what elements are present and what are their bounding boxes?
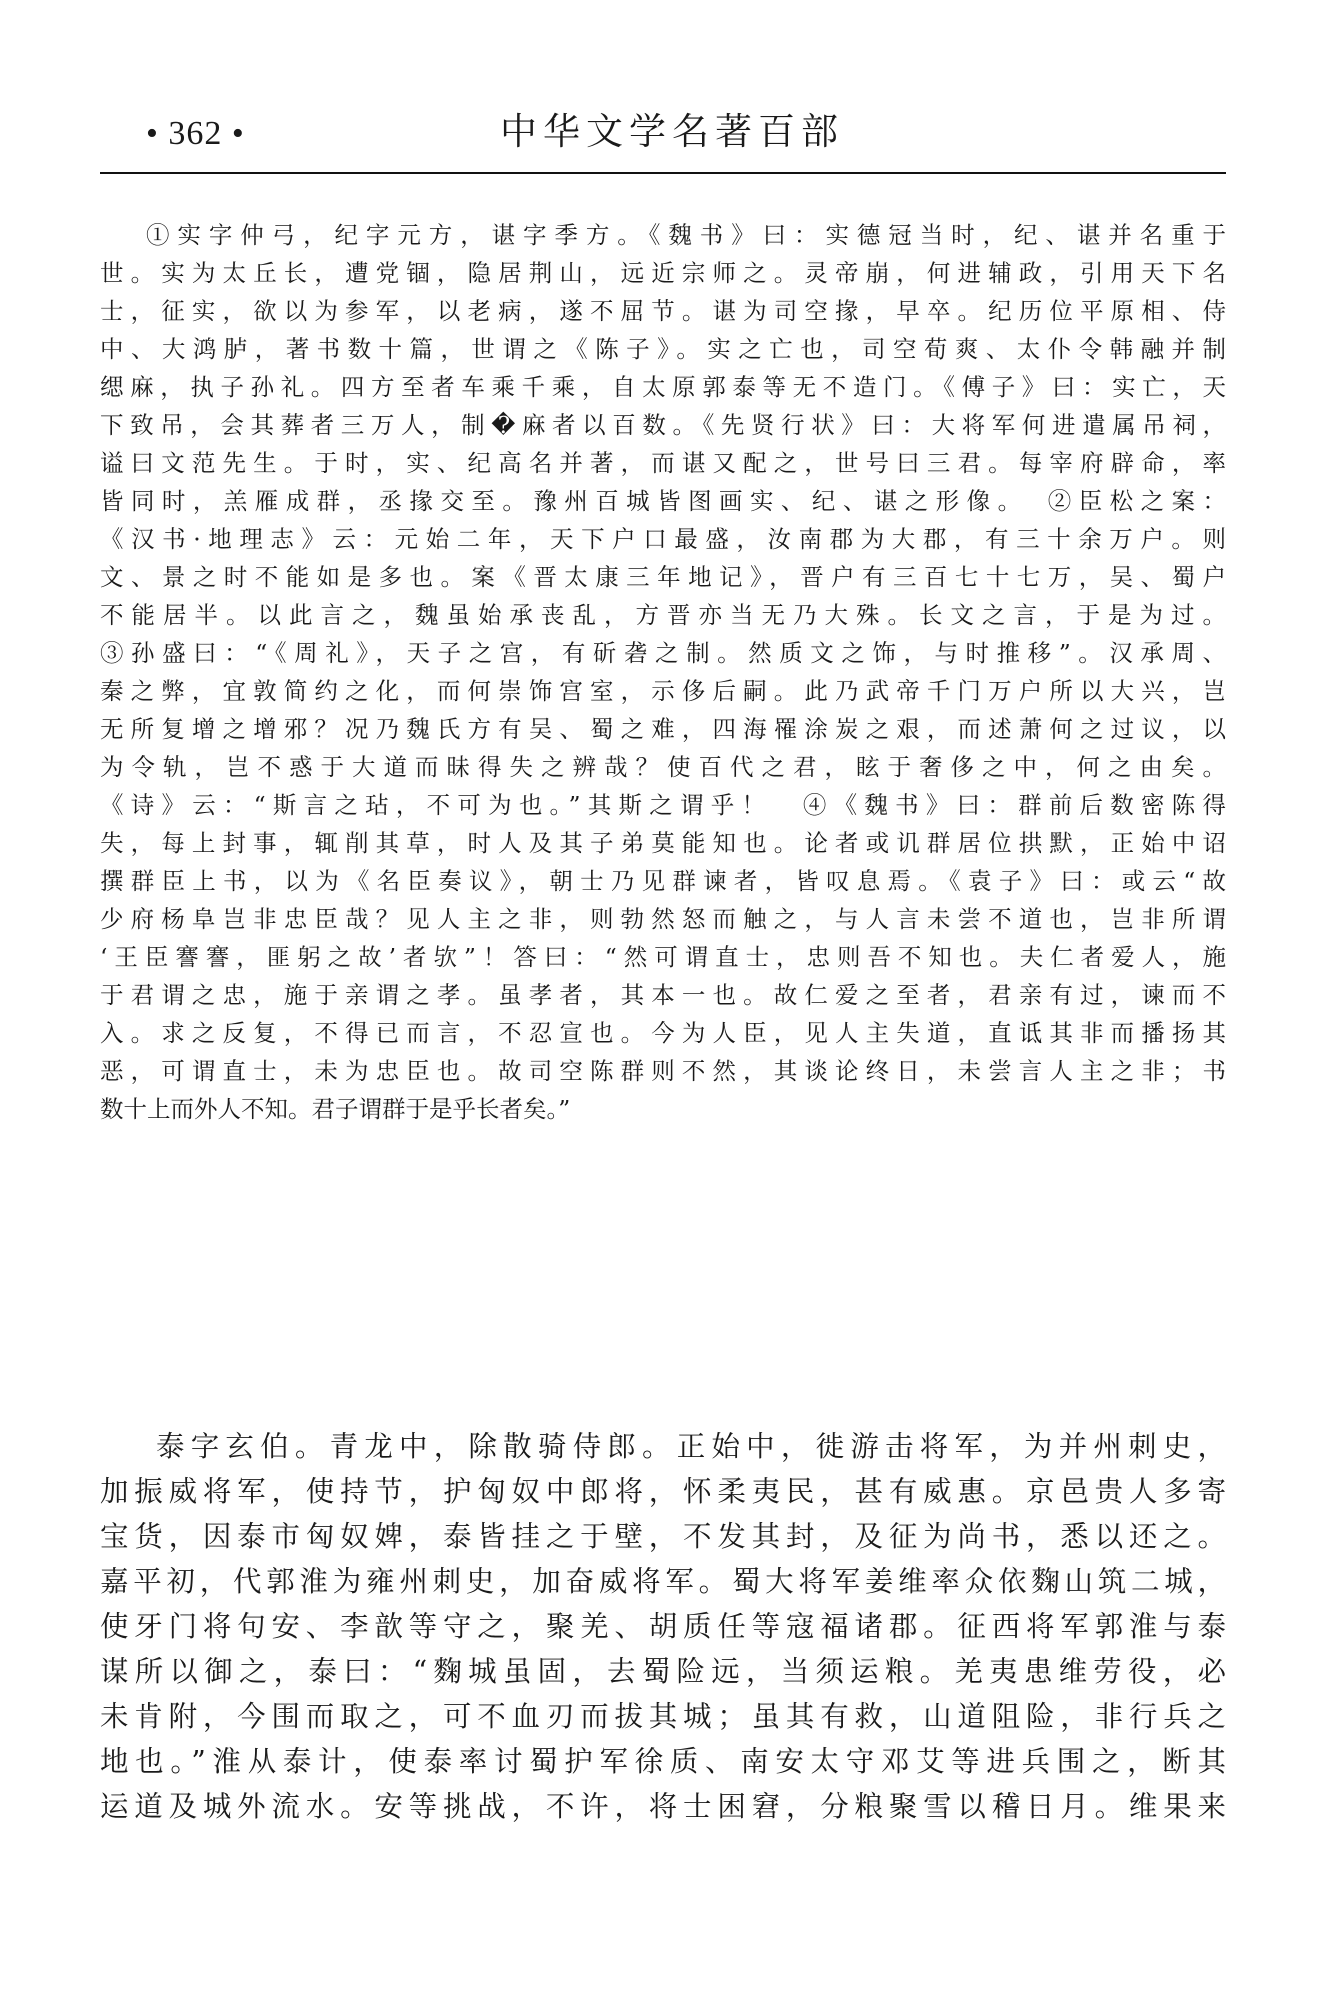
note-line: 士，征实，欲以为参军，以老病，遂不屈节。谌为司空掾，早卒。纪历位平原相、侍 (100, 297, 1226, 325)
note-line: 不能居半。以此言之，魏虽始承丧乱，方晋亦当无乃大殊。长文之言，于是为过。 (100, 601, 1226, 629)
note-line: 皆同时，羔雁成群，丞掾交至。豫州百城皆图画实、纪、谌之形像。 ②臣松之案： (100, 487, 1226, 515)
page-number: • 362 • (146, 115, 245, 152)
body-line: 宝货，因泰市匈奴婢，泰皆挂之于壁，不发其封，及征为尚书，悉以还之。 (100, 1520, 1226, 1553)
note-line: 《汉书·地理志》云：元始二年，天下户口最盛，汝南郡为大郡，有三十余万户。则 (100, 525, 1226, 553)
body-line: 泰字玄伯。青龙中，除散骑侍郎。正始中，徙游击将军，为并州刺史， (156, 1430, 1226, 1463)
note-line: 无所复增之增邪？况乃魏氏方有吴、蜀之难，四海罹涂炭之艰，而述萧何之过议，以 (100, 715, 1226, 743)
body-line: 地也。”淮从泰计，使泰率讨蜀护军徐质、南安太守邓艾等进兵围之，断其 (100, 1745, 1226, 1778)
note-line: 下致吊，会其葬者三万人，制�麻者以百数。《先贤行状》曰：大将军何进遣属吊祠， (100, 411, 1226, 439)
note-line: 于君谓之忠，施于亲谓之孝。虽孝者，其本一也。故仁爱之至者，君亲有过，谏而不 (100, 981, 1226, 1009)
page-header (100, 104, 1226, 168)
note-line: 谥曰文范先生。于时，实、纪高名并著，而谌又配之，世号曰三君。每宰府辟命，率 (100, 449, 1226, 477)
note-line: 世。实为太丘长，遭党锢，隐居荆山，远近宗师之。灵帝崩，何进辅政，引用天下名 (100, 259, 1226, 287)
note-line: 数十上而外人不知。君子谓群于是乎长者矣。” (100, 1095, 571, 1123)
body-line: 运道及城外流水。安等挑战，不许，将士困窘，分粮聚雪以稽日月。维果来 (100, 1790, 1226, 1823)
body-line: 嘉平初，代郭淮为雍州刺史，加奋威将军。蜀大将军姜维率众依麴山筑二城， (100, 1565, 1226, 1598)
note-line: 失，每上封事，辄削其草，时人及其子弟莫能知也。论者或讥群居位拱默，正始中诏 (100, 829, 1226, 857)
header-divider (100, 172, 1226, 174)
note-line: 恶，可谓直士，未为忠臣也。故司空陈群则不然，其谈论终日，未尝言人主之非；书 (100, 1057, 1226, 1085)
body-line: 谋所以御之，泰曰：“麴城虽固，去蜀险远，当须运粮。羌夷患维劳役，必 (100, 1655, 1226, 1688)
book-title: 中华文学名著百部 (500, 110, 844, 153)
note-line: 撰群臣上书，以为《名臣奏议》，朝士乃见群谏者，皆叹息焉。《袁子》曰：或云“故 (100, 867, 1226, 895)
main-text (100, 1424, 1226, 1829)
note-line: 《诗》云：“斯言之玷，不可为也。”其斯之谓乎！ ④《魏书》曰：群前后数密陈得 (100, 791, 1226, 819)
note-line: ‘王臣謇謇，匪躬之故’者欤”！答曰：“然可谓直士，忠则吾不知也。夫仁者爱人，施 (100, 943, 1226, 971)
body-line: 加振威将军，使持节，护匈奴中郎将，怀柔夷民，甚有威惠。京邑贵人多寄 (100, 1475, 1226, 1508)
note-line: ③孙盛曰：“《周礼》，天子之宫，有斫砻之制。然质文之饰，与时推移”。汉承周、 (100, 639, 1226, 667)
note-line: ①实字仲弓，纪字元方，谌字季方。《魏书》曰：实德冠当时，纪、谌并名重于 (146, 221, 1226, 249)
note-line: 少府杨阜岂非忠臣哉？见人主之非，则勃然怒而触之，与人言未尝不道也，岂非所谓 (100, 905, 1226, 933)
body-line: 未肯附，今围而取之，可不血刃而拔其城；虽其有救，山道阻险，非行兵之 (100, 1700, 1226, 1733)
annotation-notes (100, 216, 1226, 1128)
note-line: 缌麻，执子孙礼。四方至者车乘千乘，自太原郭泰等无不造门。《傅子》曰：实亡，天 (100, 373, 1226, 401)
note-line: 中、大鸿胪，著书数十篇，世谓之《陈子》。实之亡也，司空荀爽、太仆令韩融并制 (100, 335, 1226, 363)
note-line: 为令轨，岂不惑于大道而昧得失之辨哉？使百代之君，眩于奢侈之中，何之由矣。 (100, 753, 1226, 781)
note-line: 文、景之时不能如是多也。案《晋太康三年地记》，晋户有三百七十七万，吴、蜀户 (100, 563, 1226, 591)
note-line: 秦之弊，宜敦简约之化，而何崇饰宫室，示侈后嗣。此乃武帝千门万户所以大兴，岂 (100, 677, 1226, 705)
body-line: 使牙门将句安、李歆等守之，聚羌、胡质任等寇福诸郡。征西将军郭淮与泰 (100, 1610, 1226, 1643)
note-line: 入。求之反复，不得已而言，不忍宣也。今为人臣，见人主失道，直诋其非而播扬其 (100, 1019, 1226, 1047)
